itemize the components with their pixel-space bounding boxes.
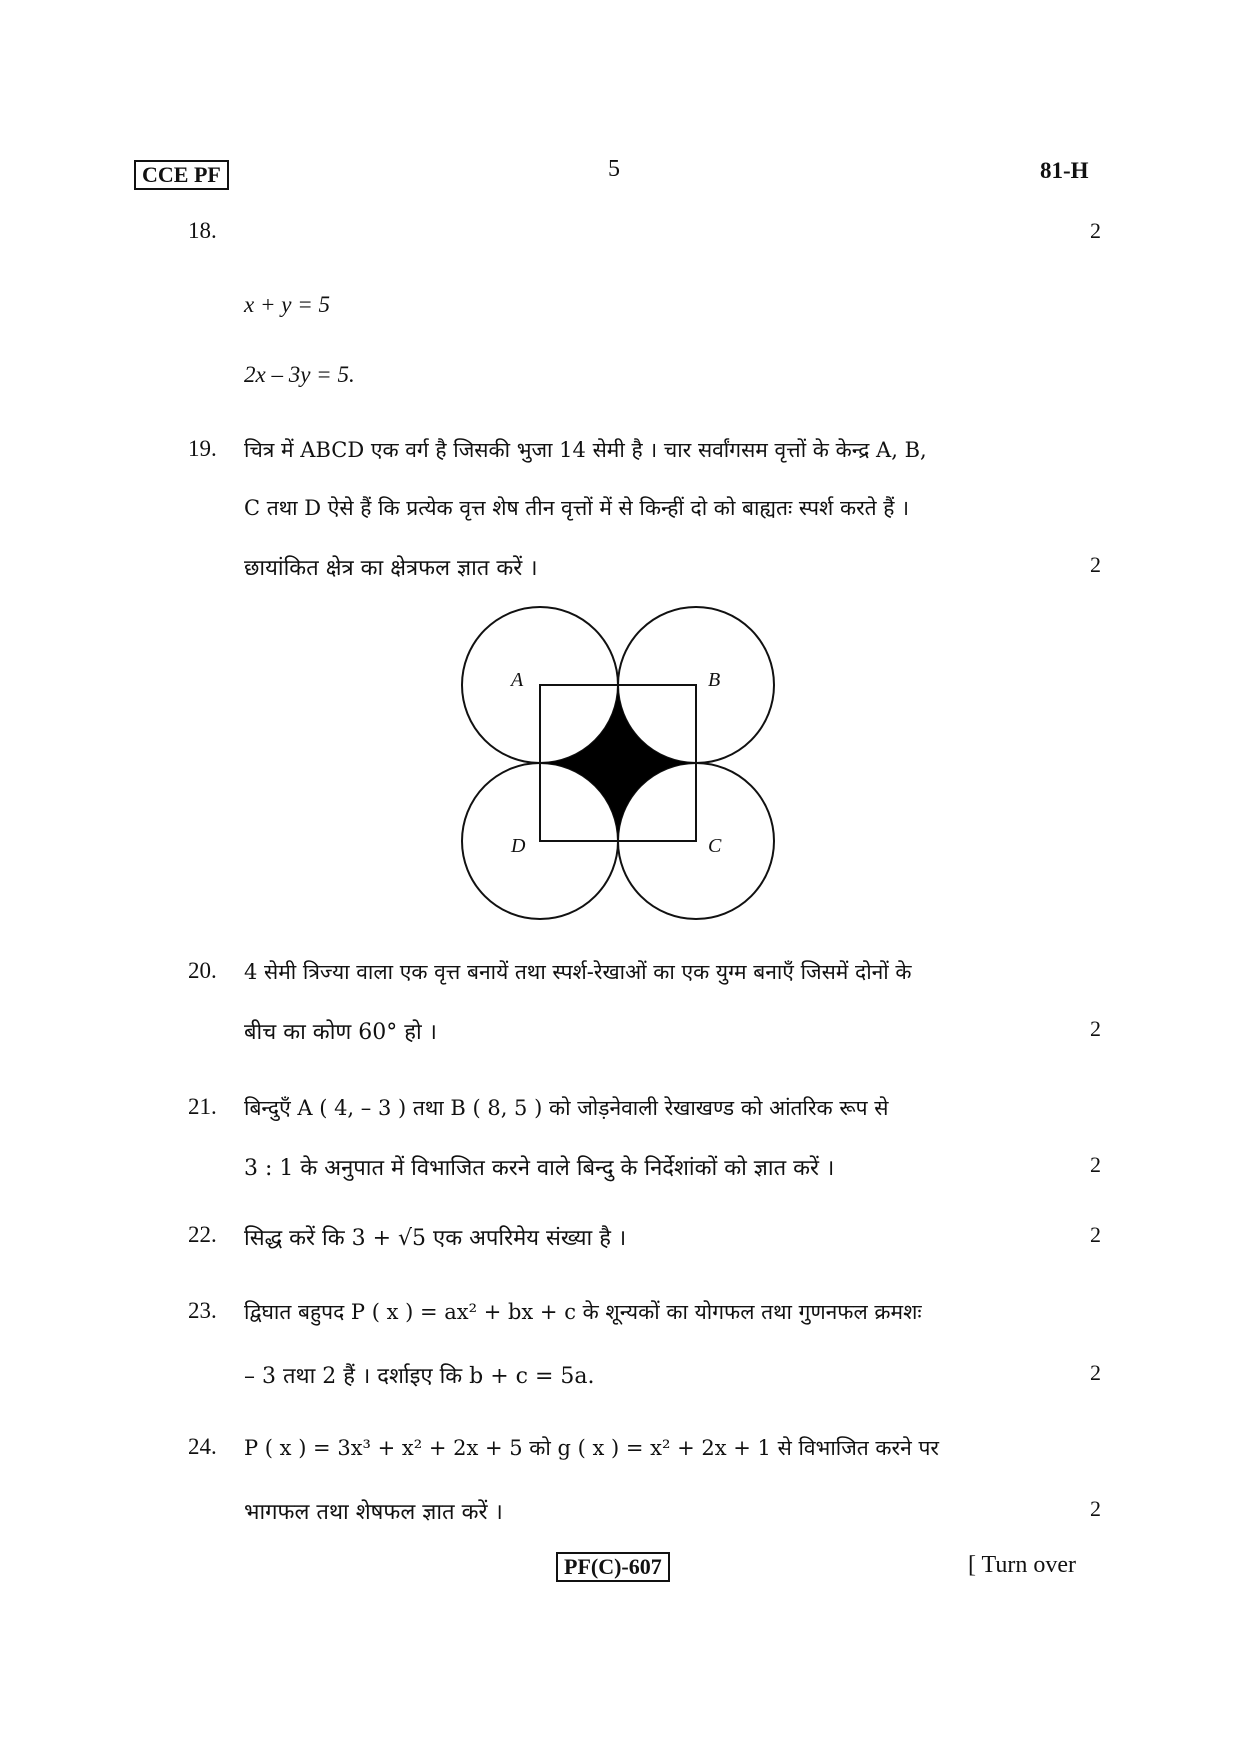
equation-1: x + y = 5 xyxy=(244,292,330,317)
question-23-marks: 2 xyxy=(1090,1360,1101,1385)
question-number: 20. xyxy=(188,958,217,983)
label-c: C xyxy=(708,835,722,857)
question-23-line-1: द्विघात बहुपद P ( x ) = ax² + bx + c के शून्यकों का योगफल तथा गुणनफल क्रमशः xyxy=(244,1300,922,1324)
question-18-marks: 2 xyxy=(1090,218,1101,243)
label-a: A xyxy=(511,669,524,691)
label-d: D xyxy=(511,835,526,857)
question-number: 21. xyxy=(188,1094,217,1119)
label-b: B xyxy=(708,669,721,691)
question-19-marks: 2 xyxy=(1090,552,1101,577)
equation-2: 2x – 3y = 5. xyxy=(244,362,355,387)
turn-over-note: [ Turn over xyxy=(968,1552,1077,1578)
question-24-marks: 2 xyxy=(1090,1496,1101,1521)
question-19-line-1: चित्र में ABCD एक वर्ग है जिसकी भुजा 14 सेमी है । चार सर्वांगसम वृत्तों के केन्द्र A, B, xyxy=(244,438,927,462)
question-23-line-2: – 3 तथा 2 हैं । दर्शाइए कि b + c = 5a. xyxy=(244,1364,595,1389)
header-left-code: CCE PF xyxy=(134,160,229,190)
question-21-line-2: 3 : 1 के अनुपात में विभाजित करने वाले बिन्दु के निर्देशांकों को ज्ञात करें । xyxy=(244,1156,835,1181)
question-22-text: सिद्ध करें कि 3 + √5 एक अपरिमेय संख्या है । xyxy=(244,1226,627,1251)
question-20-line-1: 4 सेमी त्रिज्या वाला एक वृत्त बनायें तथा स्पर्श-रेखाओं का एक युग्म बनाएँ जिसमें दोनों के xyxy=(244,960,912,984)
question-24-line-2: भागफल तथा शेषफल ज्ञात करें । xyxy=(244,1500,503,1525)
page-number: 5 xyxy=(608,156,620,182)
question-number: 22. xyxy=(188,1222,217,1247)
question-number: 19. xyxy=(188,436,217,461)
header-right-code: 81-H xyxy=(1040,158,1089,183)
footer-code: PF(C)-607 xyxy=(556,1552,670,1582)
shaded-region xyxy=(540,685,696,841)
square-circles-figure xyxy=(455,600,785,940)
question-number: 24. xyxy=(188,1434,217,1459)
question-24-line-1: P ( x ) = 3x³ + x² + 2x + 5 को g ( x ) = x² + 2x + 1 से विभाजित करने पर xyxy=(244,1436,939,1460)
question-21-marks: 2 xyxy=(1090,1152,1101,1177)
question-19-line-2: C तथा D ऐसे हैं कि प्रत्येक वृत्त शेष तीन वृत्तों में से किन्हीं दो को बाह्यतः स्पर्श करते हैं । xyxy=(244,496,910,520)
question-number: 18. xyxy=(188,218,217,243)
question-21-line-1: बिन्दुएँ A ( 4, – 3 ) तथा B ( 8, 5 ) को जोड़नेवाली रेखाखण्ड को आंतरिक रूप से xyxy=(244,1096,889,1120)
question-20-marks: 2 xyxy=(1090,1016,1101,1041)
question-20-line-2: बीच का कोण 60° हो । xyxy=(244,1020,438,1045)
question-19-line-3: छायांकित क्षेत्र का क्षेत्रफल ज्ञात करें । xyxy=(244,556,538,581)
question-number: 23. xyxy=(188,1298,217,1323)
question-22-marks: 2 xyxy=(1090,1222,1101,1247)
